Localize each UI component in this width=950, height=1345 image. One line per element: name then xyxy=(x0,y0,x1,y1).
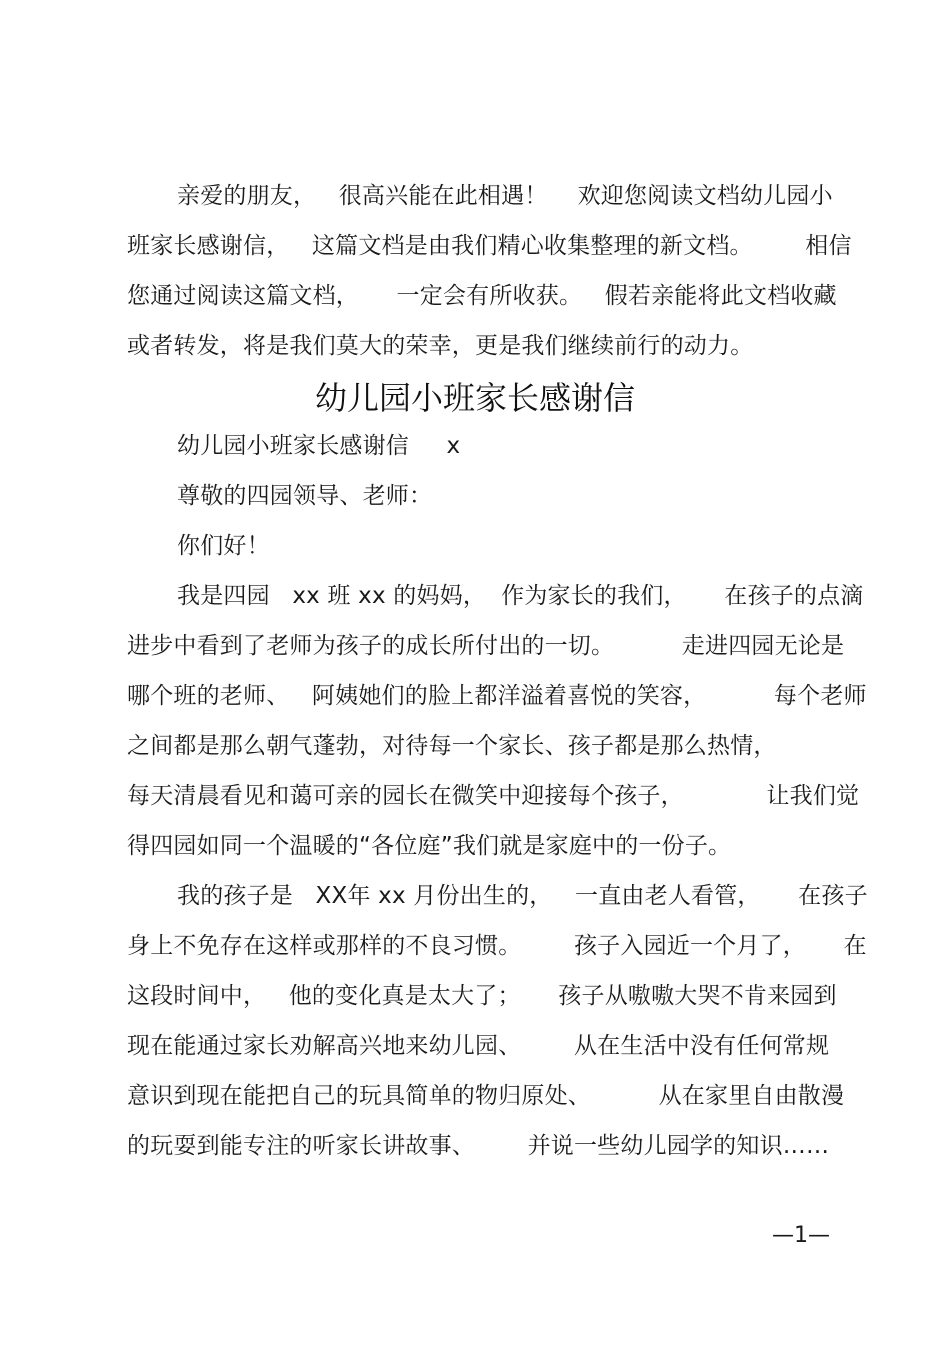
paragraph-line: 意识到现在能把自己的玩具简单的物归原处、 从在家里自由散漫 xyxy=(127,1083,845,1109)
paragraph-line: 的玩耍到能专注的听家长讲故事、 并说一些幼儿园学的知识…… xyxy=(127,1133,830,1159)
paragraph-line: 哪个班的老师、 阿姨她们的脸上都洋溢着喜悦的笑容， 每个老师 xyxy=(127,683,867,709)
page-number: —1— xyxy=(772,1223,830,1248)
paragraph-line: 得四园如同一个温暖的“各位庭”我们就是家庭中的一份子。 xyxy=(127,833,732,859)
paragraph-line: 之间都是那么朝气蓬勃，对待每一个家长、孩子都是那么热情， xyxy=(127,733,777,759)
intro-line: 或者转发，将是我们莫大的荣幸，更是我们继续前行的动力。 xyxy=(127,333,754,359)
paragraph-line: 身上不免存在这样或那样的不良习惯。 孩子入园近一个月了， 在 xyxy=(127,933,867,959)
paragraph-line: 我的孩子是 XX年 xx 月份出生的， 一直由老人看管， 在孩子 xyxy=(177,883,868,909)
document-subtitle: 幼儿园小班家长感谢信 x xyxy=(177,433,461,459)
paragraph-line: 我是四园 xx 班 xx 的妈妈， 作为家长的我们， 在孩子的点滴 xyxy=(177,583,864,609)
document-title: 幼儿园小班家长感谢信 xyxy=(314,379,635,417)
intro-line: 亲爱的朋友， 很高兴能在此相遇！ 欢迎您阅读文档幼儿园小 xyxy=(177,183,833,209)
intro-line: 您通过阅读这篇文档， 一定会有所收获。 假若亲能将此文档收藏 xyxy=(127,283,837,309)
intro-line: 班家长感谢信， 这篇文档是由我们精心收集整理的新文档。 相信 xyxy=(127,233,852,259)
paragraph-line: 这段时间中， 他的变化真是太大了； 孩子从嗷嗷大哭不肯来园到 xyxy=(127,983,837,1009)
salutation: 尊敬的四园领导、老师： xyxy=(177,483,433,509)
greeting: 你们好！ xyxy=(177,533,270,559)
paragraph-line: 进步中看到了老师为孩子的成长所付出的一切。 走进四园无论是 xyxy=(127,633,845,659)
paragraph-line: 每天清晨看见和蔼可亲的园长在微笑中迎接每个孩子， 让我们觉 xyxy=(127,783,860,809)
paragraph-line: 现在能通过家长劝解高兴地来幼儿园、 从在生活中没有任何常规 xyxy=(127,1033,830,1059)
